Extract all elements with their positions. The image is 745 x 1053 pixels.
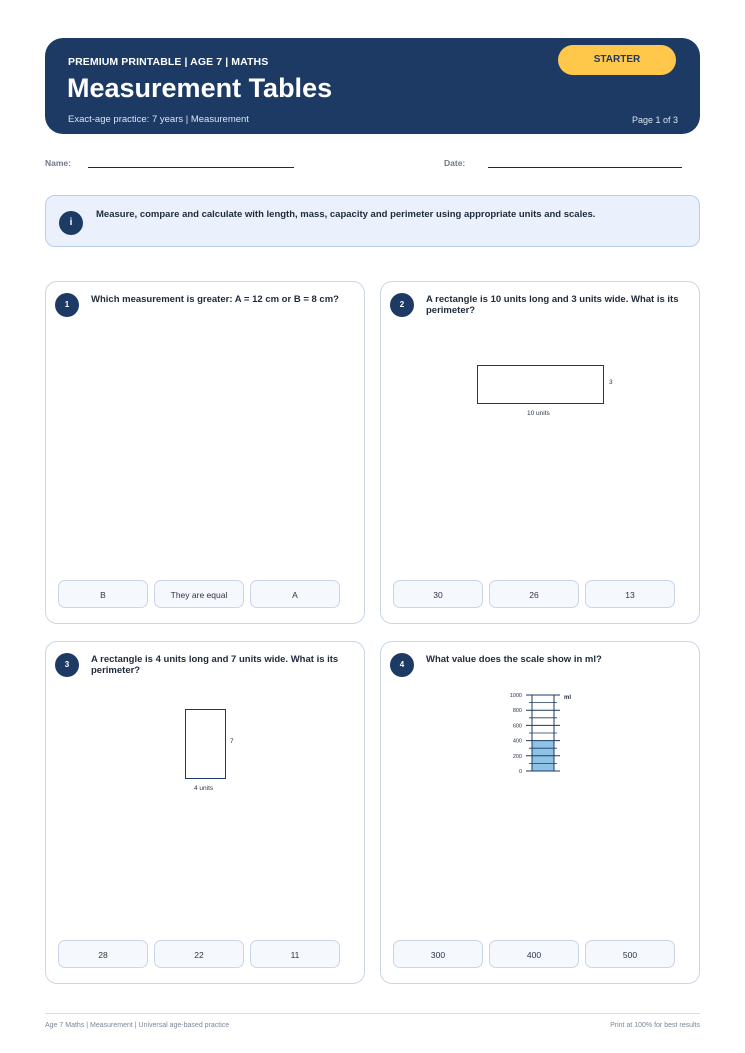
instructions-text: Measure, compare and calculate with length, mass, capacity and perimeter using appropriate units and scales. — [96, 209, 596, 220]
width-label: 3 — [609, 379, 613, 386]
answer-option[interactable]: 300 — [393, 940, 483, 968]
footer-right: Print at 100% for best results — [610, 1022, 700, 1029]
question-card-3 — [45, 641, 365, 984]
scale-tick-label: 1000 — [509, 693, 522, 699]
date-field[interactable] — [488, 167, 682, 168]
width-label: 7 — [230, 738, 234, 745]
question-text: Which measurement is greater: A = 12 cm or B = 8 cm? — [91, 294, 339, 305]
instructions-box — [45, 195, 700, 247]
scale-unit-label: ml — [564, 695, 572, 701]
level-badge: STARTER — [558, 45, 676, 75]
header-subtitle: Exact-age practice: 7 years | Measurement — [68, 114, 249, 125]
question-card-1 — [45, 281, 365, 624]
answer-option[interactable]: A — [250, 580, 340, 608]
scale-tick-label: 200 — [512, 753, 522, 760]
worksheet-header — [45, 38, 700, 134]
question-text: What value does the scale show in ml? — [426, 654, 602, 665]
question-text: A rectangle is 4 units long and 7 units wide. What is its perimeter? — [91, 654, 339, 676]
date-label: Date: — [444, 158, 466, 168]
answer-option[interactable]: 500 — [585, 940, 675, 968]
scale-tick-label: 0 — [518, 769, 522, 775]
answer-option[interactable]: 13 — [585, 580, 675, 608]
rectangle-diagram — [185, 709, 226, 779]
question-number: 4 — [390, 653, 414, 677]
header-kicker: PREMIUM PRINTABLE | AGE 7 | MATHS — [68, 56, 269, 68]
answer-option[interactable]: 26 — [489, 580, 579, 608]
page-title: Measurement Tables — [67, 73, 333, 103]
rectangle-diagram — [477, 365, 604, 404]
answer-option[interactable]: They are equal — [154, 580, 244, 608]
info-icon: i — [59, 211, 83, 235]
answer-option[interactable]: 11 — [250, 940, 340, 968]
question-card-4 — [380, 641, 700, 984]
question-text: A rectangle is 10 units long and 3 units wide. What is its perimeter? — [426, 294, 679, 316]
question-card-2 — [380, 281, 700, 624]
scale-tick-label: 600 — [512, 723, 522, 730]
answer-option[interactable]: 30 — [393, 580, 483, 608]
name-field[interactable] — [88, 167, 294, 168]
question-number: 3 — [55, 653, 79, 677]
measuring-scale — [496, 690, 586, 776]
answer-option[interactable]: 400 — [489, 940, 579, 968]
scale-tick-label: 800 — [512, 708, 522, 715]
name-label: Name: — [45, 158, 71, 168]
footer-left: Age 7 Maths | Measurement | Universal age-based practice — [45, 1022, 230, 1029]
scale-tick-label: 400 — [512, 738, 522, 745]
page-number: Page 1 of 3 — [631, 115, 678, 125]
question-number: 1 — [55, 293, 79, 317]
question-number: 2 — [390, 293, 414, 317]
answer-option[interactable]: B — [58, 580, 148, 608]
footer-divider — [45, 1013, 700, 1014]
answer-option[interactable]: 22 — [154, 940, 244, 968]
length-label: 10 units — [527, 410, 550, 417]
length-label: 4 units — [194, 785, 214, 792]
answer-option[interactable]: 28 — [58, 940, 148, 968]
